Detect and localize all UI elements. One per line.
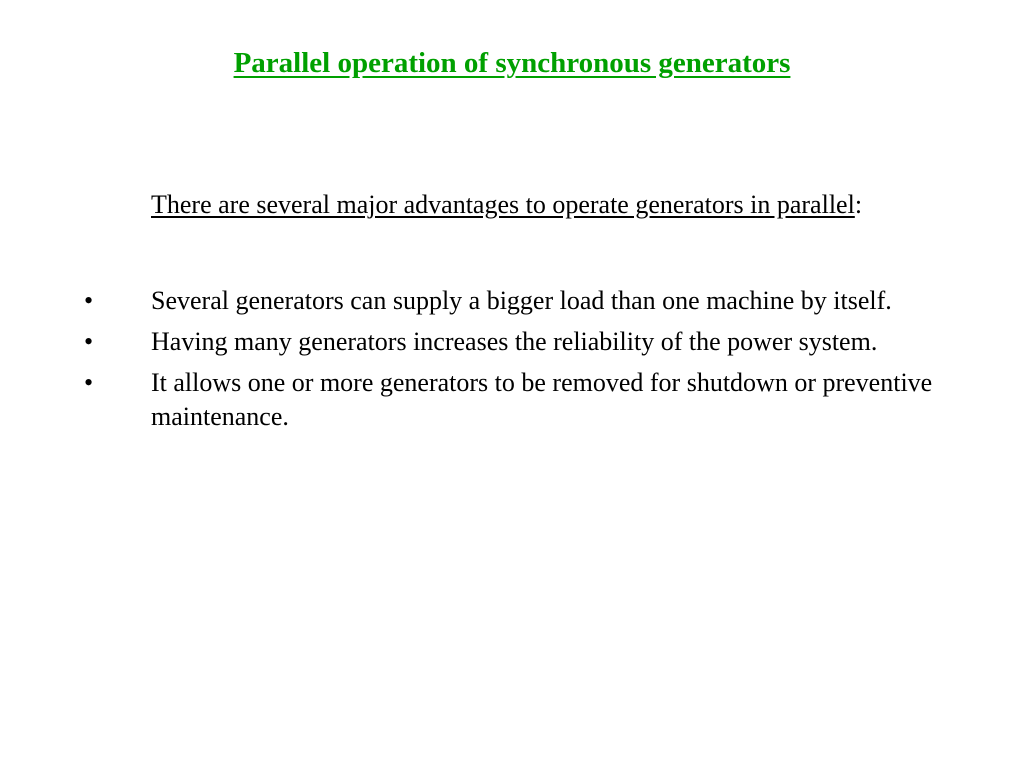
intro-suffix: :	[854, 190, 863, 219]
bullet-text: Several generators can supply a bigger load than one machine by itself.	[151, 286, 892, 315]
slide-title: Parallel operation of synchronous generators	[233, 47, 791, 79]
bullet-item	[0, 325, 1024, 359]
bullet-dot-icon: •	[84, 327, 94, 356]
bullet-text: Having many generators increases the reliability of the power system.	[151, 327, 878, 356]
bullet-list	[0, 284, 1024, 441]
bullet-text: It allows one or more generators to be removed for shutdown or preventive maintenance.	[151, 368, 933, 431]
bullet-item	[0, 284, 1024, 318]
intro-underlined-text: There are several major advantages to operate generators in parallel	[151, 190, 855, 219]
bullet-dot-icon: •	[84, 286, 94, 315]
bullet-dot-icon: •	[84, 368, 94, 397]
bullet-item	[0, 366, 1024, 434]
intro-paragraph	[151, 188, 941, 222]
